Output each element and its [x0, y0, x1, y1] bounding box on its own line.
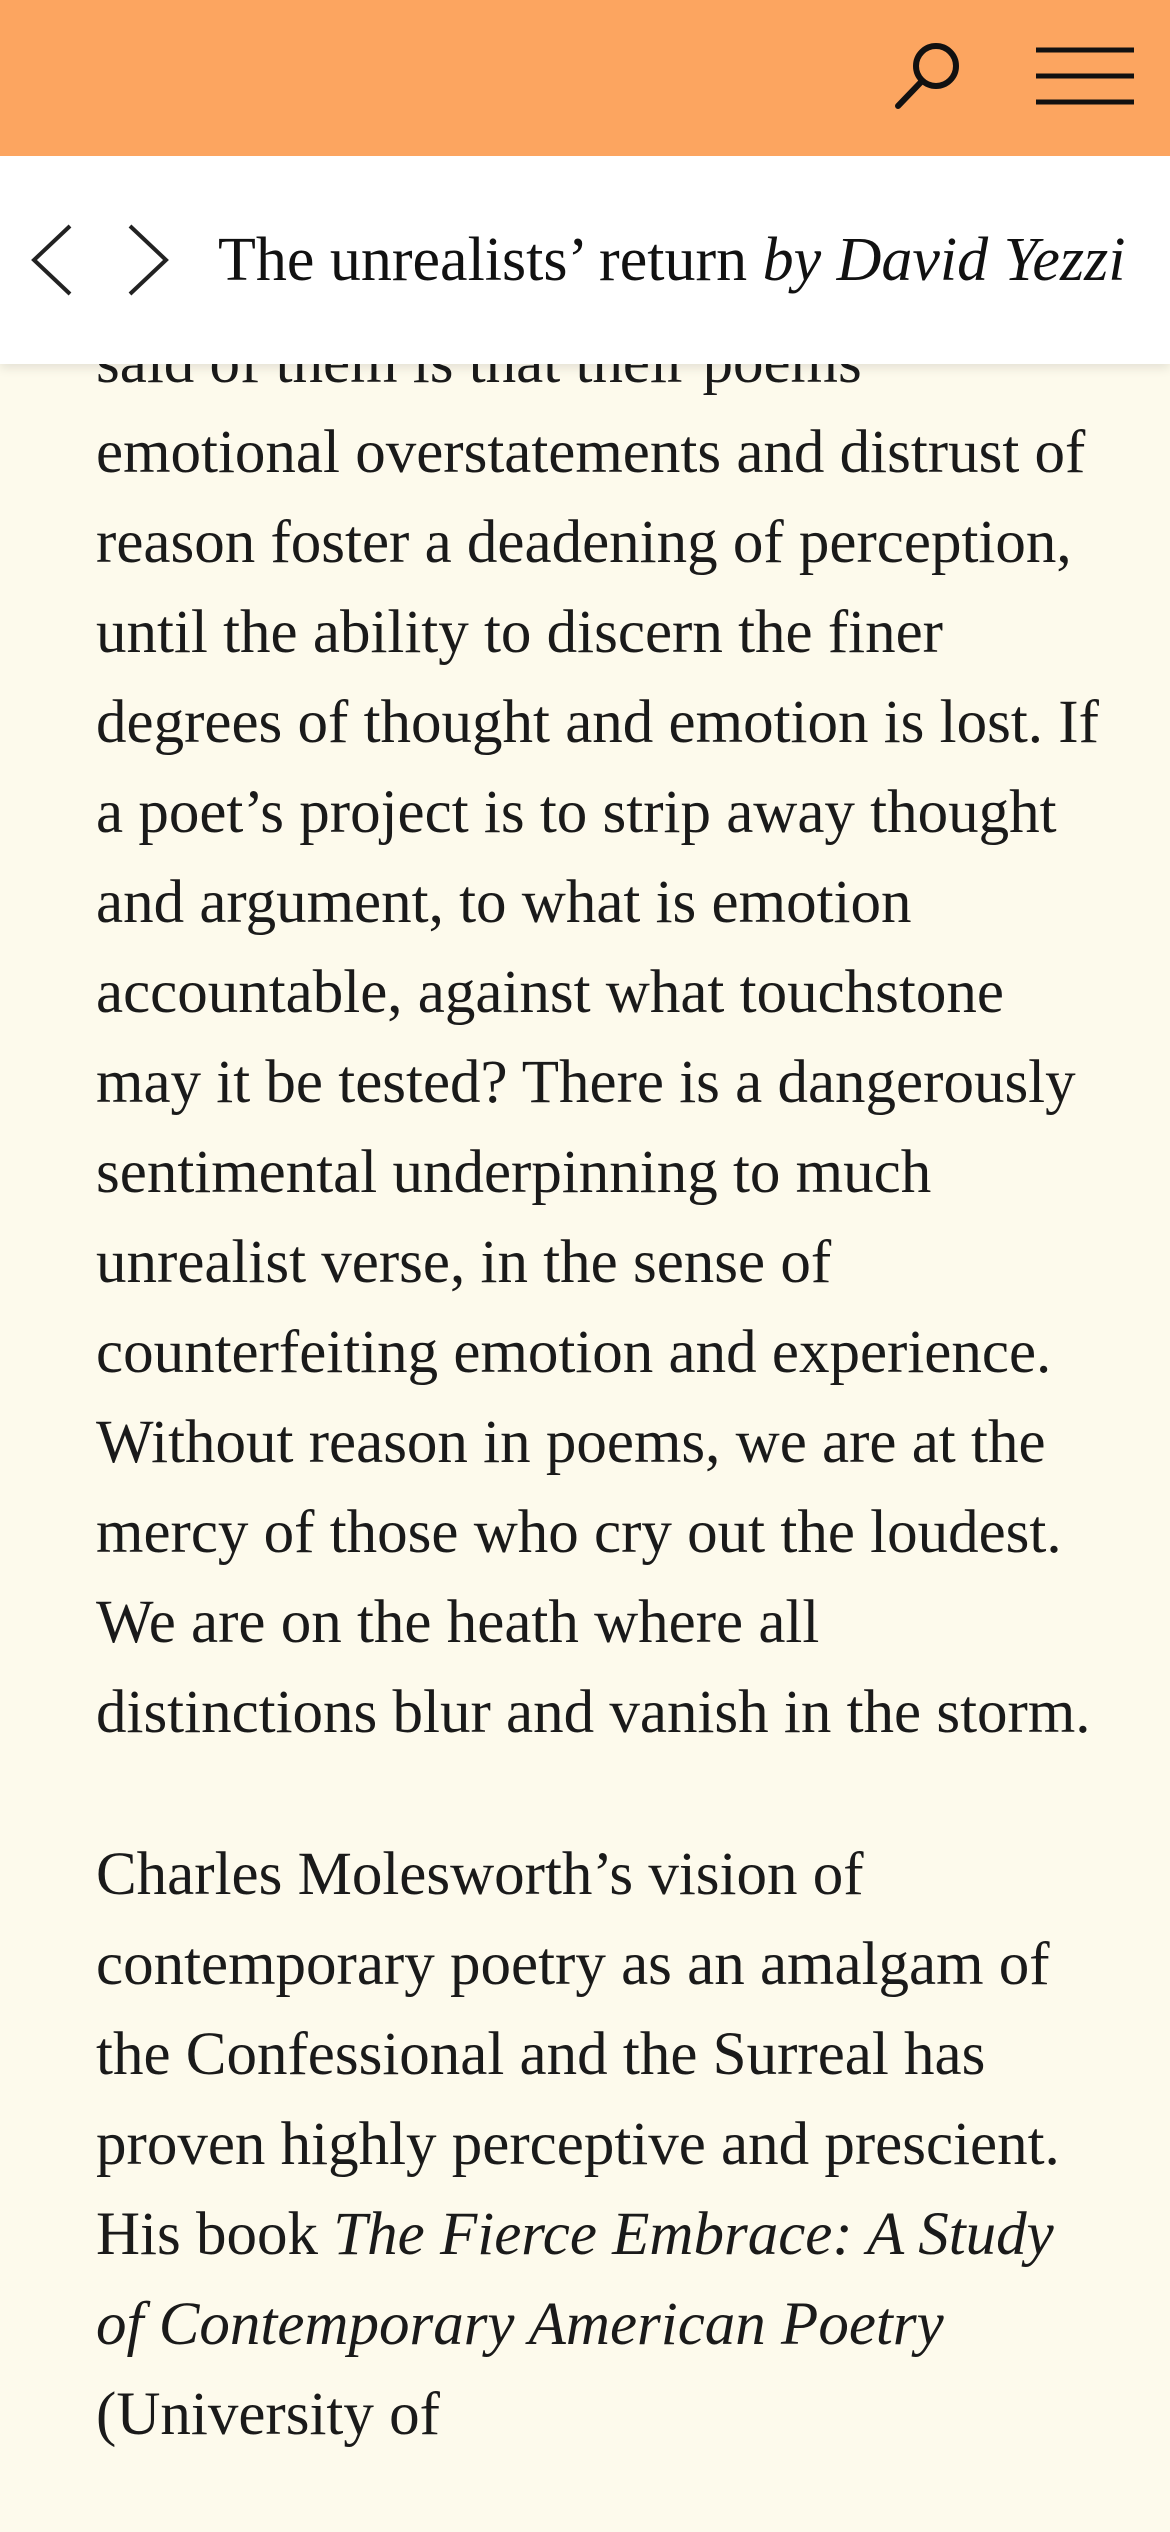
chevron-right-icon	[118, 208, 178, 312]
article-paragraph: emotional overstatements and distrust of reason foster a deadening of perception, until the ability to discern the finer degrees of thought and emotion is lost. If a poet’s project is to strip away thought and argument, to what is emotion accountable, against what touchstone may it be tested? There is a dangerously sentimental underpinning to much unrealist verse, in the sense of counterfeiting emotion and experience. Without reason in poems, we are at the mercy of those who cry out the loudest. We are on the heath where all distinctions blur and vanish in the storm.	[96, 419, 1099, 1746]
paragraph-text: (University of	[96, 2381, 440, 2448]
hamburger-menu-icon	[1030, 40, 1140, 112]
article-paragraph	[96, 1830, 1106, 2460]
menu-button[interactable]	[1030, 40, 1140, 112]
top-navigation-bar	[0, 0, 1170, 156]
book-title: The Fierce Embrace: A Study of Contemporary American Poetry	[96, 2201, 1054, 2358]
article-heading	[218, 156, 1125, 364]
article-body	[96, 318, 1106, 2532]
article-title: The unrealists’ return	[218, 226, 748, 294]
search-icon	[888, 36, 968, 116]
article-byline: by David Yezzi	[762, 226, 1126, 294]
previous-article-button[interactable]	[22, 208, 82, 312]
chevron-left-icon	[22, 208, 82, 312]
search-button[interactable]	[888, 36, 968, 116]
article-title-bar	[0, 156, 1170, 364]
next-article-button[interactable]	[118, 208, 178, 312]
paragraph-text: Charles Molesworth’s vision of contemporary poetry as an amalgam of the Confessional and the Surreal has proven highly perceptive and prescient. His book	[96, 1841, 1060, 2268]
